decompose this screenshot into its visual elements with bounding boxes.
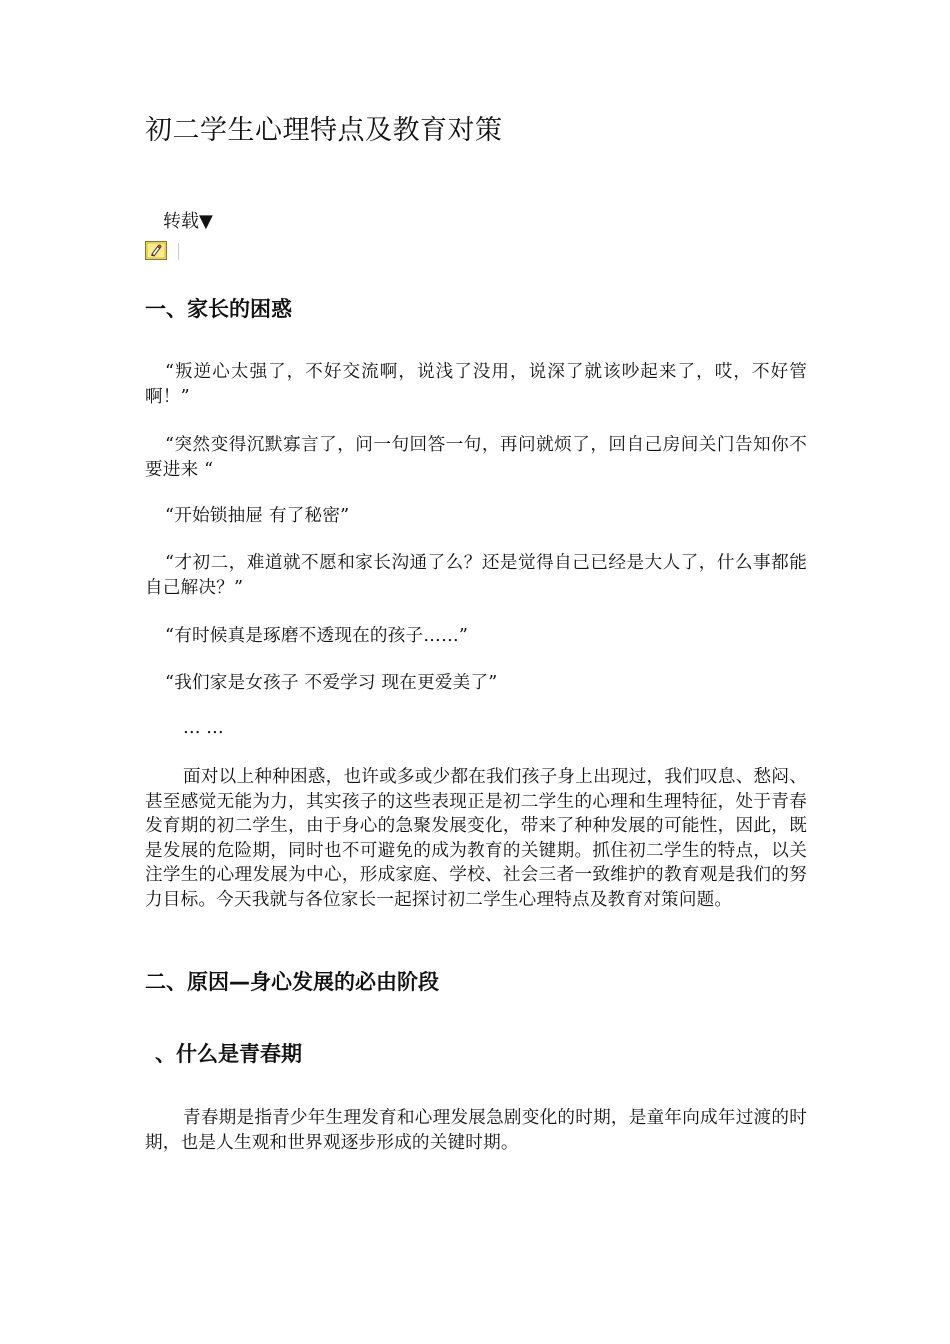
sub-heading: 、什么是青春期 — [155, 1042, 302, 1066]
yellow-edit-icon[interactable] — [145, 241, 167, 260]
analysis-paragraph: 面对以上种种困惑，也许或多或少都在我们孩子身上出现过，我们叹息、愁闷、甚至感觉无能为力，其实孩子的这些表现正是初二学生的心理和生理特征，处于青春发育期的初二学生，由于身心的急聚发展变化，带来了种种发展的可能性，因此，既是发展的危险期，同时也不可避免的成为教育的关键期。抓住初二学生的特点，以关注学生的心理发展为中心，形成家庭、学校、社会三者一致维护的教育观是我们的努力目标。今天我就与各位家长一起探讨初二学生心理特点及教育对策问题。 — [145, 767, 807, 910]
ellipsis-text: … … — [183, 718, 224, 738]
parent-quote: “突然变得沉默寡言了，问一句回答一句，再问就烦了，回自己房间关门告知你不要进来 “ — [145, 435, 807, 480]
repost-link[interactable]: 转载▼ — [163, 211, 213, 232]
puberty-paragraph: 青春期是指青少年生理发育和心理发展急剧变化的时期，是童年向成年过渡的时期，也是人生观和世界观逐步形成的关键时期。 — [145, 1108, 807, 1153]
parent-quote: “我们家是女孩子 不爱学习 现在更爱美了” — [165, 673, 498, 693]
parent-quote: “开始锁抽屉 有了秘密” — [165, 506, 350, 526]
parent-quote: “有时候真是琢磨不透现在的孩子……” — [165, 626, 469, 646]
parent-quote: “叛逆心太强了，不好交流啊，说浅了没用，说深了就该吵起来了，哎，不好管啊！” — [145, 362, 807, 407]
section-heading-1: 一、家长的困惑 — [145, 297, 292, 321]
page-title: 初二学生心理特点及教育对策 — [145, 115, 503, 146]
toolbar-divider — [178, 243, 179, 260]
parent-quote: “才初二，难道就不愿和家长沟通了么？还是觉得自己已经是大人了，什么事都能自己解决？” — [145, 553, 807, 598]
section-heading-2: 二、原因—身心发展的必由阶段 — [145, 970, 439, 994]
